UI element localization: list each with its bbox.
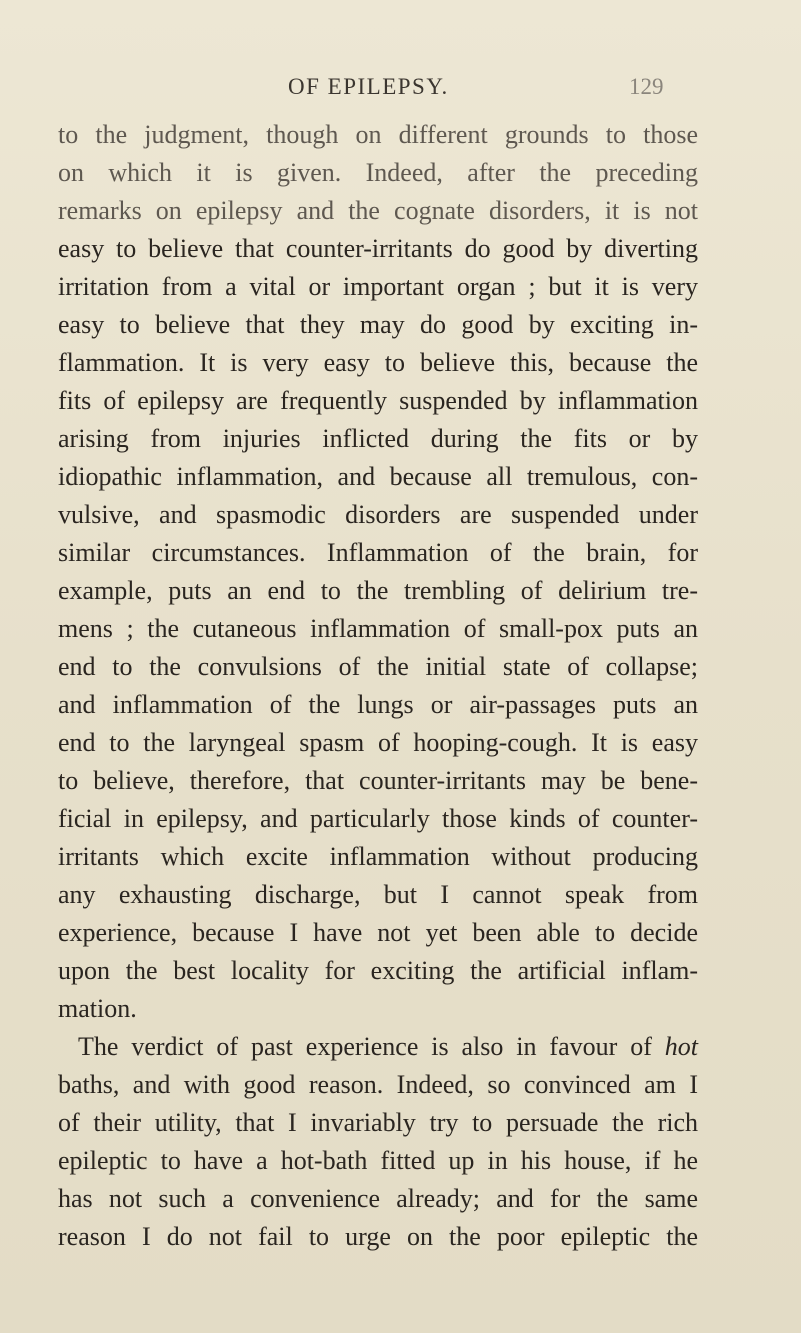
page-number: 129 [629,74,664,99]
text-line: fits of epilepsy are frequently suspended by inflammation [58,386,698,415]
text-line: upon the best locality for exciting the artificial inflam- [58,956,698,985]
text-line: remarks on epilepsy and the cognate disorders, it is not [58,196,698,225]
text-line: any exhausting discharge, but I cannot speak from [58,880,698,909]
running-title: OF EPILEPSY. [288,74,449,99]
running-head [0,74,801,110]
text-line: and inflammation of the lungs or air-passages puts an [58,690,698,719]
text-line: flammation. It is very easy to believe this, because the [58,348,698,377]
text-line: easy to believe that counter-irritants do good by diverting [58,234,698,263]
paragraph-2 [58,1028,698,1256]
paragraph-1 [58,116,698,1028]
text-line: mation. [58,994,137,1023]
emphasized-word: hot [664,1032,698,1061]
text-line: arising from injuries inflicted during the fits or by [58,424,698,453]
text-line: easy to believe that they may do good by exciting in- [58,310,698,339]
text-line: similar circumstances. Inflammation of the brain, for [58,538,698,567]
text-line: to believe, therefore, that counter-irritants may be bene- [58,766,698,795]
text-line: to the judgment, though on different grounds to those [58,120,698,149]
text-line: epileptic to have a hot-bath fitted up in his house, if he [58,1146,698,1175]
text-line: irritation from a vital or important organ ; but it is very [58,272,698,301]
text-line: experience, because I have not yet been able to decide [58,918,698,947]
text-line: example, puts an end to the trembling of delirium tre- [58,576,698,605]
text-line: of their utility, that I invariably try to persuade the rich [58,1108,698,1137]
text-line: baths, and with good reason. Indeed, so convinced am I [58,1070,698,1099]
body-text [58,116,698,1256]
text-line: mens ; the cutaneous inflammation of small-pox puts an [58,614,698,643]
text-line: has not such a convenience already; and for the same [58,1184,698,1213]
text-line: vulsive, and spasmodic disorders are suspended under [58,500,698,529]
text-line: end to the convulsions of the initial state of collapse; [58,652,698,681]
text-line: on which it is given. Indeed, after the preceding [58,158,698,187]
text-line: reason I do not fail to urge on the poor epileptic the [58,1222,698,1251]
text-line: end to the laryngeal spasm of hooping-cough. It is easy [58,728,698,757]
text-line [58,1028,698,1066]
text-run: The verdict of past experience is also in favour of [78,1032,652,1061]
text-line: irritants which excite inflammation without producing [58,842,698,871]
text-line: ficial in epilepsy, and particularly those kinds of counter- [58,804,698,833]
text-line: idiopathic inflammation, and because all tremulous, con- [58,462,698,491]
